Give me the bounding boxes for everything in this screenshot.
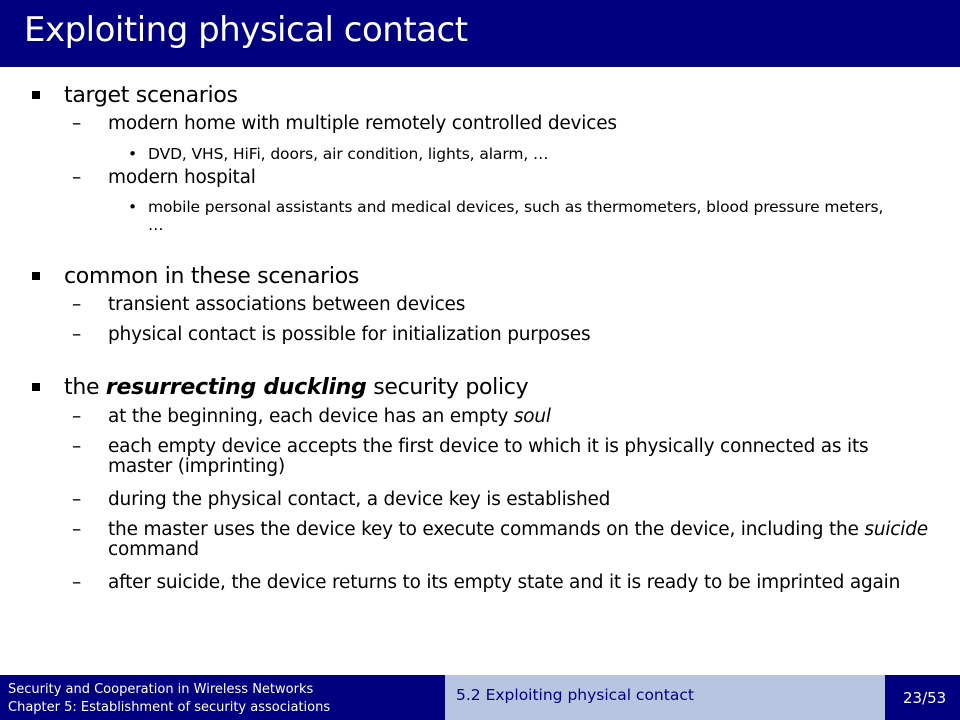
- dash-icon: –: [72, 572, 82, 593]
- slide-title: Exploiting physical contact: [24, 10, 468, 50]
- section-heading: the resurrecting duckling security policy: [64, 375, 529, 400]
- sub-list-item: • mobile personal assistants and medical devices, such as thermometers, blood pressure meters, …: [128, 198, 884, 234]
- square-bullet-icon: [32, 91, 40, 99]
- dash-icon: –: [72, 167, 82, 188]
- square-bullet-icon: [32, 383, 40, 391]
- footer-section: [445, 675, 885, 720]
- list-item: – modern hospital: [72, 167, 256, 188]
- list-item: – physical contact is possible for initialization purposes: [72, 324, 591, 345]
- footer-section-label: 5.2 Exploiting physical contact: [456, 686, 694, 704]
- list-item: – after suicide, the device returns to its empty state and it is ready to be imprinted again: [72, 572, 901, 593]
- square-bullet-icon: [32, 272, 40, 280]
- emphasis-term: suicide: [864, 519, 928, 540]
- dash-icon: –: [72, 436, 82, 457]
- emphasis-term: soul: [513, 406, 551, 427]
- page-number: 23/53: [903, 689, 947, 707]
- list-item: – modern home with multiple remotely controlled devices: [72, 113, 617, 134]
- footer-course-info: [0, 675, 445, 720]
- list-item: – at the beginning, each device has an empty soul: [72, 406, 551, 427]
- dash-icon: –: [72, 519, 82, 540]
- footer-chapter-title: Chapter 5: Establishment of security associations: [8, 700, 331, 715]
- section-heading: common in these scenarios: [64, 264, 360, 289]
- dash-icon: –: [72, 489, 82, 510]
- sub-list-item: • DVD, VHS, HiFi, doors, air condition, lights, alarm, …: [128, 145, 549, 163]
- dash-icon: –: [72, 324, 82, 345]
- list-item: – the master uses the device key to execute commands on the device, including the suicide command: [72, 519, 928, 560]
- footer-course-title: Security and Cooperation in Wireless Networks: [8, 682, 314, 697]
- list-item: – transient associations between devices: [72, 294, 466, 315]
- list-item: – each empty device accepts the first device to which it is physically connected as its master (imprinting): [72, 436, 869, 477]
- footer-page: [885, 675, 960, 720]
- dot-bullet-icon: •: [128, 198, 138, 216]
- dash-icon: –: [72, 113, 82, 134]
- dot-bullet-icon: •: [128, 145, 138, 163]
- section-heading: target scenarios: [64, 83, 238, 108]
- emphasis-term: resurrecting duckling: [105, 375, 367, 400]
- list-item: – during the physical contact, a device key is established: [72, 489, 611, 510]
- dash-icon: –: [72, 406, 82, 427]
- dash-icon: –: [72, 294, 82, 315]
